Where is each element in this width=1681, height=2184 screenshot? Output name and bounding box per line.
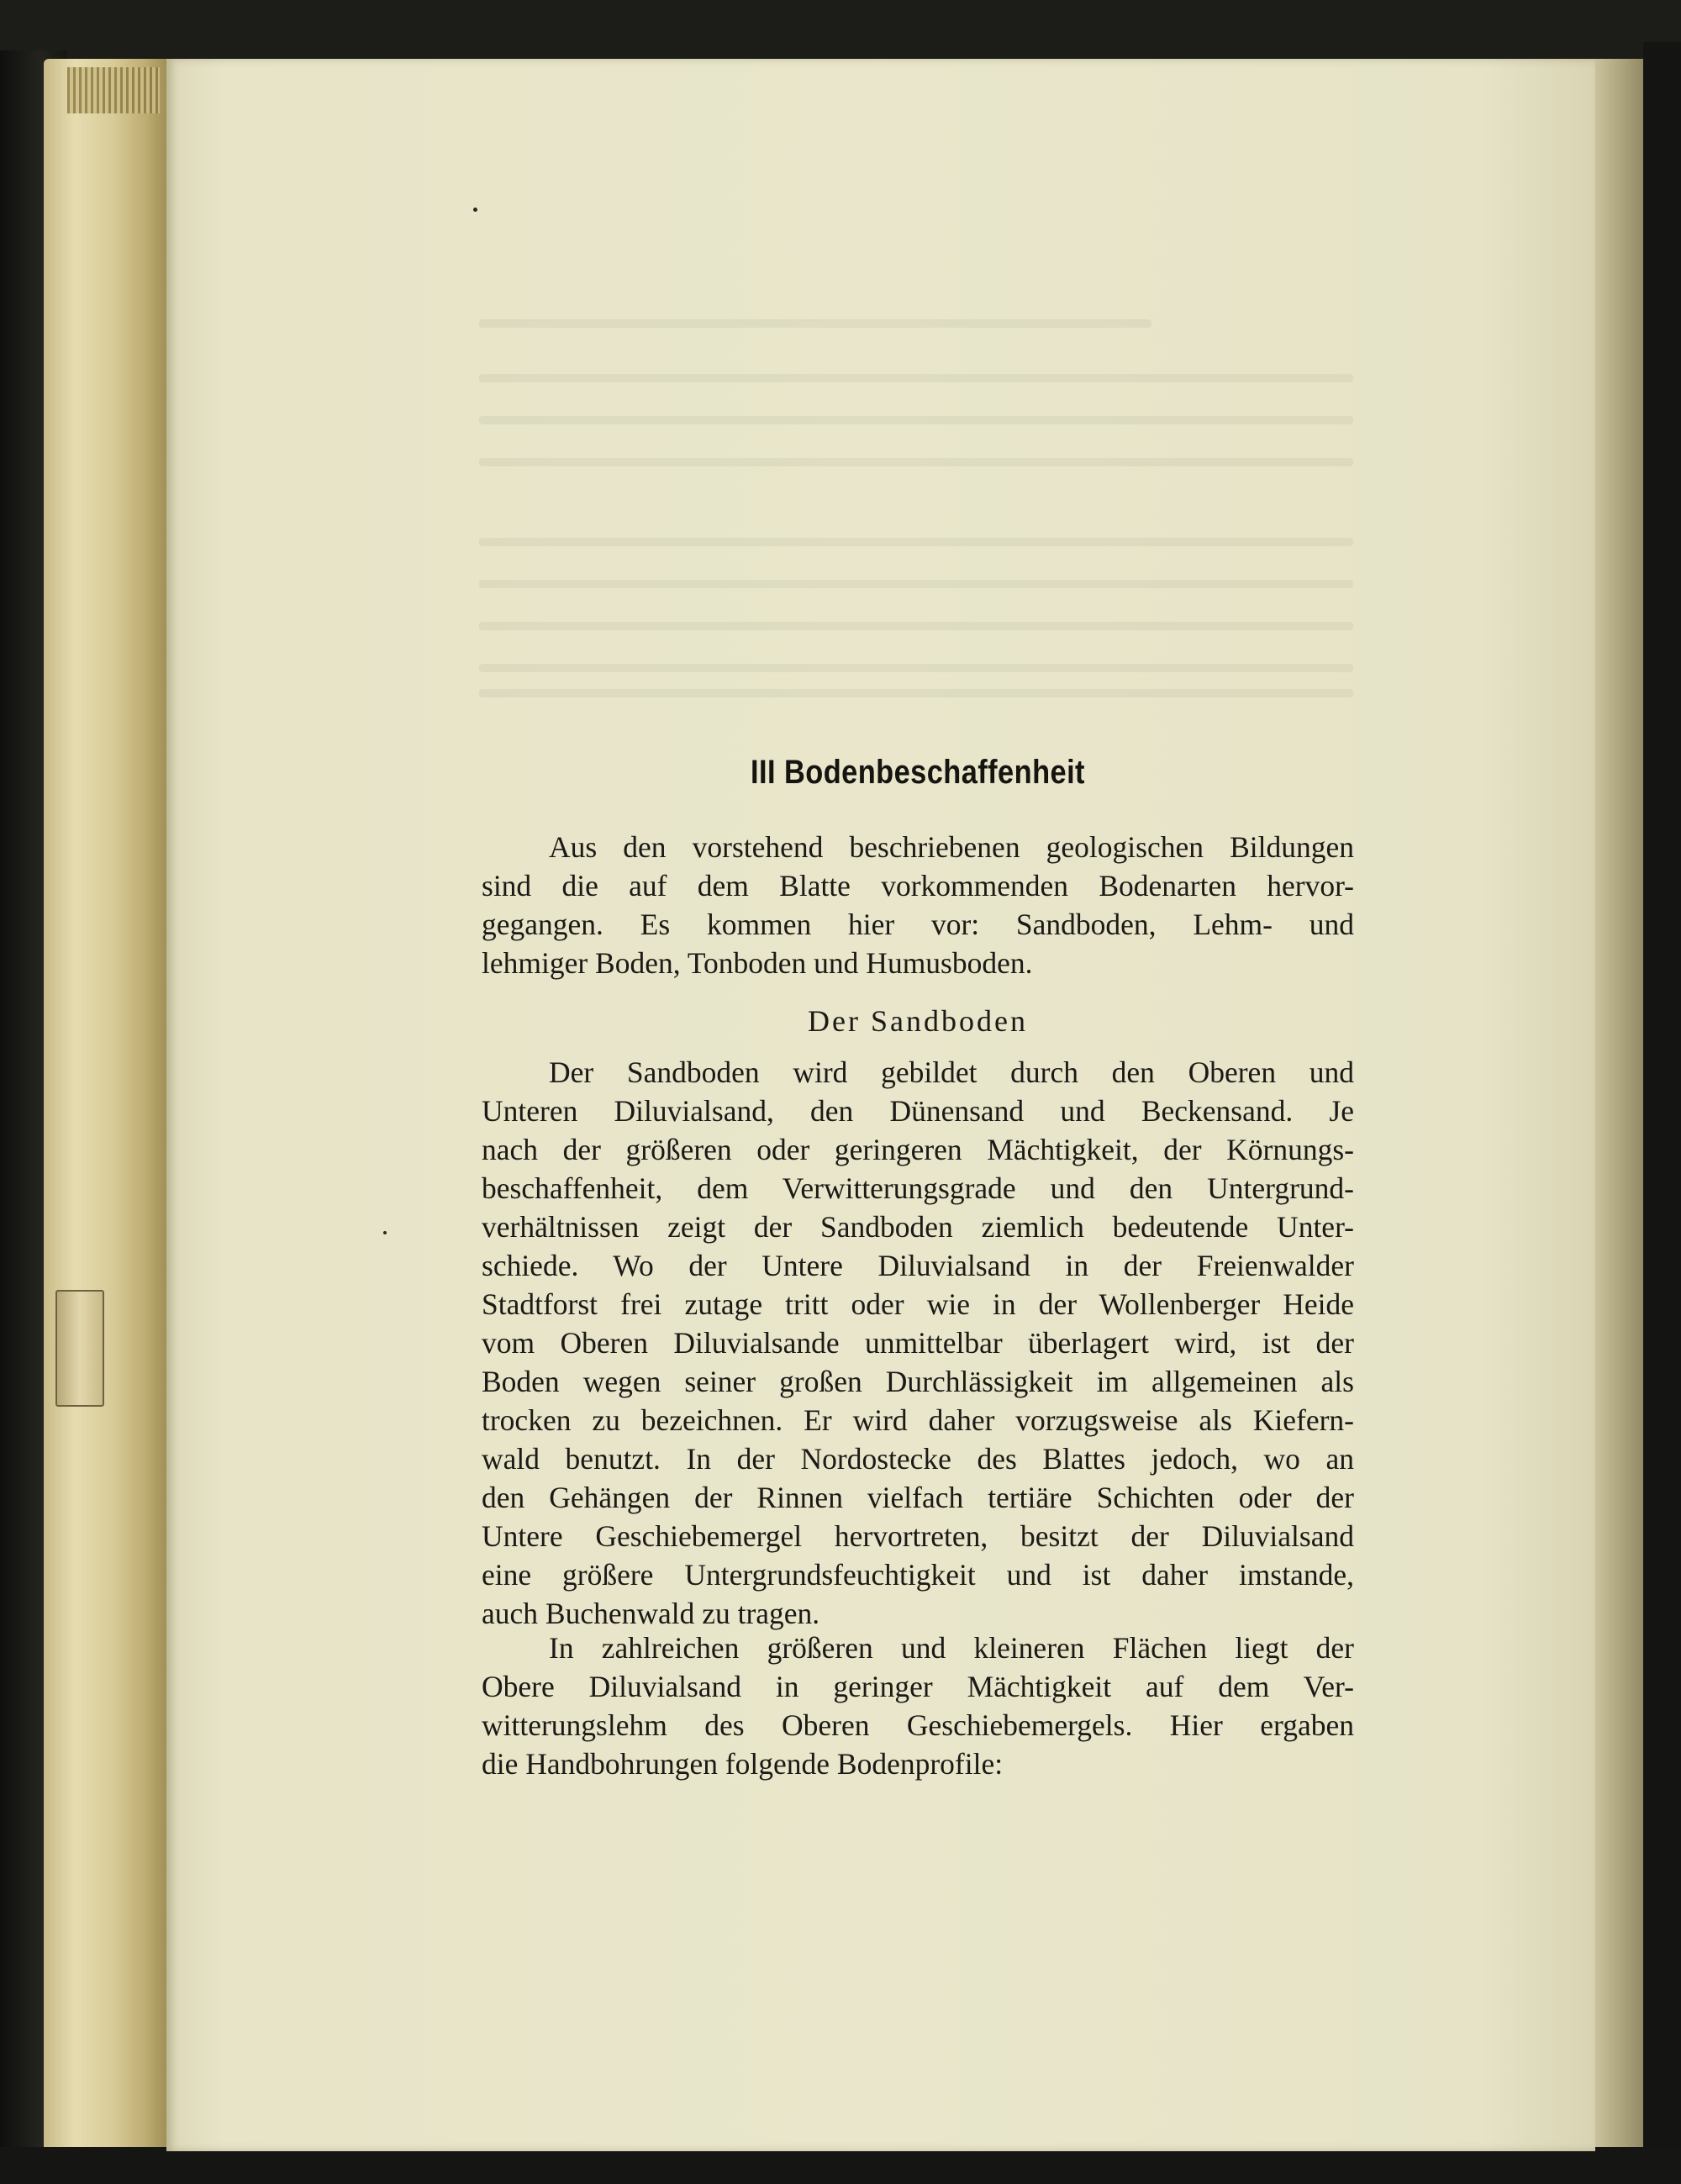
- right-background: [1643, 42, 1681, 2184]
- bleed-through-line: [479, 580, 1353, 588]
- text-line: den Gehängen der Rinnen vielfach tertiäre Schichten oder der: [482, 1481, 1354, 1514]
- text-line: Boden wegen seiner großen Durchlässigkeit im allgemeinen als: [482, 1365, 1354, 1398]
- text-line: lehmiger Boden, Tonboden und Humusboden.: [482, 946, 1033, 980]
- bookmark-tab: [55, 1290, 104, 1407]
- subsection-heading: Der Sandboden: [808, 1004, 1028, 1038]
- text-line: Stadtforst frei zutage tritt oder wie in der Wollenberger Heide: [482, 1287, 1354, 1321]
- text-line: In zahlreichen größeren und kleineren Flächen liegt der: [549, 1631, 1354, 1665]
- text-line: sind die auf dem Blatte vorkommenden Bodenarten hervor-: [482, 869, 1354, 903]
- right-page-edge: [1589, 59, 1647, 2151]
- text-line: nach der größeren oder geringeren Mächtigkeit, der Körnungs-: [482, 1133, 1354, 1166]
- text-line: Unteren Diluvialsand, den Dünensand und Beckensand. Je: [482, 1094, 1354, 1128]
- intro-paragraph: [482, 828, 1354, 982]
- text-line: schiede. Wo der Untere Diluvialsand in der Freienwalder: [482, 1249, 1354, 1282]
- text-line: beschaffenheit, dem Verwitterungsgrade und den Untergrund-: [482, 1171, 1354, 1205]
- text-line: vom Oberen Diluvialsande unmittelbar überlagert wird, ist der: [482, 1326, 1354, 1360]
- bleed-through-line: [479, 319, 1151, 328]
- text-line: die Handbohrungen folgende Bodenprofile:: [482, 1747, 1004, 1781]
- bleed-through-line: [479, 622, 1353, 630]
- text-line: trocken zu bezeichnen. Er wird daher vorzugsweise als Kiefern-: [482, 1403, 1354, 1437]
- bleed-through-line: [479, 416, 1353, 424]
- text-line: eine größere Untergrundsfeuchtigkeit und ist daher imstande,: [482, 1558, 1354, 1592]
- paper-speck: [473, 208, 477, 212]
- text-line: wald benutzt. In der Nordostecke des Blattes jedoch, wo an: [482, 1442, 1354, 1476]
- bleed-through-line: [479, 374, 1353, 382]
- page-stack-edge: [44, 59, 170, 2151]
- paper-speck: [383, 1231, 387, 1234]
- section-heading: III Bodenbeschaffenheit: [751, 754, 1085, 791]
- bottom-background: [0, 2147, 1681, 2184]
- text-line: auch Buchenwald zu tragen.: [482, 1597, 820, 1630]
- text-line: witterungslehm des Oberen Geschiebemergels. Hier ergaben: [482, 1708, 1354, 1742]
- sandboden-paragraph: [482, 1053, 1354, 1633]
- bodenprofile-paragraph: [482, 1629, 1354, 1783]
- bleed-through-line: [479, 458, 1353, 466]
- text-line: Aus den vorstehend beschriebenen geologischen Bildungen: [549, 830, 1354, 864]
- text-line: Der Sandboden wird gebildet durch den Oberen und: [549, 1055, 1354, 1089]
- page-stack-top: [67, 67, 160, 113]
- text-line: verhältnissen zeigt der Sandboden ziemlich bedeutende Unter-: [482, 1210, 1354, 1244]
- bleed-through-line: [479, 664, 1353, 672]
- text-line: Untere Geschiebemergel hervortreten, besitzt der Diluvialsand: [482, 1519, 1354, 1553]
- bleed-through-line: [479, 538, 1353, 546]
- bleed-through-line: [479, 689, 1353, 697]
- text-line: Obere Diluvialsand in geringer Mächtigkeit auf dem Ver-: [482, 1670, 1354, 1703]
- text-line: gegangen. Es kommen hier vor: Sandboden, Lehm- und: [482, 908, 1354, 941]
